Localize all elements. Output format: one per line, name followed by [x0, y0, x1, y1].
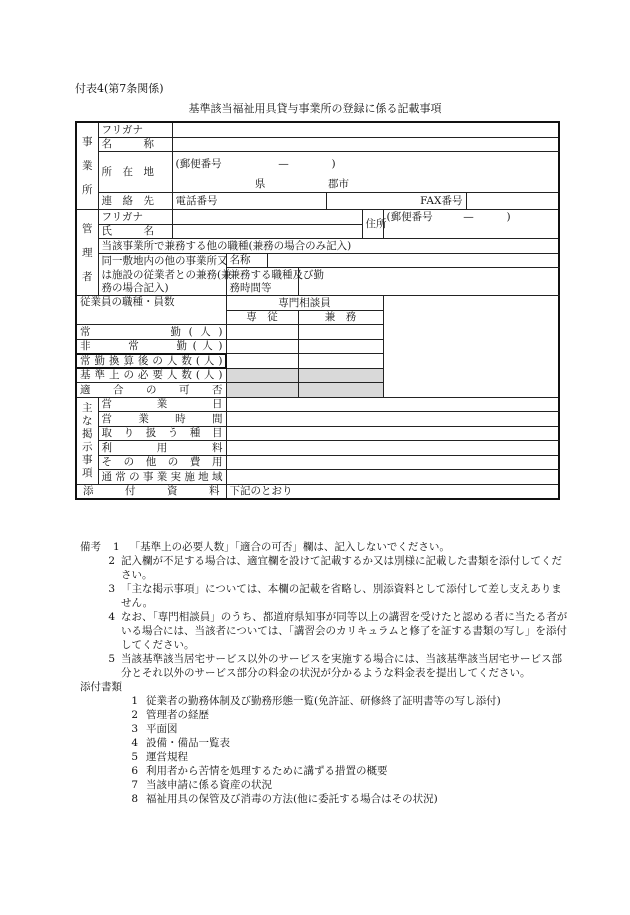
- note-item: 4 なお、「専門相談員」のうち、都道府県知事が同等以上の講習を受けたと認める者に当たる者がいる場合には、当該者については、「講習会のカリキュラムと修了を証する書類の写し」を添付してください。: [108, 611, 568, 651]
- attachment-item: 6 利用者から苦情を処理するために講ずる措置の概要: [131, 765, 388, 777]
- posting-service-area-field[interactable]: [226, 470, 559, 485]
- staff-row-parttime: 非 常 勤(人): [76, 339, 226, 354]
- attachments-title: 添付書類: [80, 681, 122, 693]
- attachment-item: 4 設備・備品一覧表: [131, 737, 230, 749]
- posting-other-fees-label: そ の 他 の 費 用: [98, 455, 226, 470]
- manager-address-field[interactable]: (郵便番号 — ): [383, 210, 559, 239]
- manager-name-label: 氏 名: [98, 224, 172, 239]
- note-item: 3 「主な掲示事項」については、本欄の記載を省略し、別添資料として添付して差し支えありません。: [108, 583, 562, 609]
- staff-parttime-full-field[interactable]: [226, 339, 298, 354]
- staff-fulltime-part-field[interactable]: [298, 325, 383, 340]
- office-fax-field[interactable]: [466, 193, 559, 210]
- office-furigana-label: フリガナ: [98, 122, 172, 137]
- attachment-item: 2 管理者の経歴: [131, 709, 209, 721]
- staff-conformity-part-field: [298, 383, 383, 398]
- postings-section-label: 主 な 掲 示 事 項: [76, 397, 98, 484]
- posting-business-hours-field[interactable]: [226, 412, 559, 427]
- office-fax-label: FAX番号: [326, 193, 466, 210]
- manager-site-name-field[interactable]: [267, 253, 559, 268]
- posting-business-hours-label: 営 業 時 間: [98, 412, 226, 427]
- attachment-item: 5 運営規程: [131, 751, 188, 763]
- attachment-label: 添 付 資 料: [76, 484, 226, 499]
- posting-business-days-label: 営 業 日: [98, 397, 226, 412]
- manager-section-label: 管 理 者: [76, 210, 98, 296]
- office-name-label: 名 称: [98, 137, 172, 152]
- manager-site-name-label: 名称: [226, 253, 267, 268]
- staff-full-header: 専 従: [226, 310, 298, 325]
- note-item: 5 当該基準該当居宅サービス以外のサービスを実施する場合には、当該基準該当居宅サービス部分とそれ以外のサービス部分の料金の状況が分かるような料金表を提出してください。: [108, 653, 562, 679]
- staff-parttime-part-field[interactable]: [298, 339, 383, 354]
- posting-item-types-field[interactable]: [226, 426, 559, 441]
- staff-required-part-field: [298, 368, 383, 383]
- posting-business-days-field[interactable]: [226, 397, 559, 412]
- manager-job-hours-label-2: 務時間等: [226, 282, 298, 296]
- staff-row-fulltime: 常 勤(人): [76, 325, 226, 340]
- staff-fte-part-field[interactable]: [298, 354, 383, 369]
- manager-same-site-label-1: 同一敷地内の他の事業所又: [98, 253, 226, 268]
- manager-name-field[interactable]: [172, 224, 362, 239]
- posting-item-types-label: 取 り 扱 う 種 目: [98, 426, 226, 441]
- registration-form-table: [75, 121, 560, 500]
- office-section-label: 事 業 所: [76, 122, 98, 210]
- staff-fte-full-field[interactable]: [226, 354, 298, 369]
- staff-header: 従業員の職種・員数: [76, 296, 172, 325]
- staff-specialist-header: 専門相談員: [226, 296, 383, 311]
- manager-furigana-label: フリガナ: [98, 210, 172, 225]
- office-address-label: 所 在 地: [98, 152, 172, 193]
- office-tel-field[interactable]: 電話番号: [172, 193, 326, 210]
- posting-fee-label: 利 用 料: [98, 441, 226, 456]
- staff-fulltime-full-field[interactable]: [226, 325, 298, 340]
- form-label: 付表4(第7条関係): [75, 82, 164, 95]
- office-name-field[interactable]: [172, 137, 559, 152]
- notes-head: 備考: [80, 541, 101, 553]
- manager-same-site-label-2: は施設の従業者との兼務(兼: [98, 268, 226, 282]
- office-contact-label: 連 絡 先: [98, 193, 172, 210]
- office-postal-field[interactable]: (郵便番号 — ): [172, 152, 559, 177]
- posting-fee-field[interactable]: [226, 441, 559, 456]
- manager-concurrent-label: 当該事業所で兼務する他の職種(兼務の場合のみ記入): [98, 239, 559, 254]
- manager-job-hours-label-1: 兼務する職種及び勤: [226, 268, 298, 282]
- form-title: 基準該当福祉用具貸与事業所の登録に係る記載事項: [188, 102, 442, 115]
- staff-row-fte: 常勤換算後の人数(人): [76, 354, 226, 369]
- note-item: 備考 1 「基準上の必要人数」「適合の可否」欄は、記入しないでください。: [80, 541, 450, 553]
- manager-address-label: 住所: [362, 210, 383, 239]
- posting-service-area-label: 通常の事業実施地域: [98, 470, 226, 485]
- staff-conformity-full-field: [226, 383, 298, 398]
- manager-job-hours-field[interactable]: [298, 268, 559, 296]
- posting-other-fees-field[interactable]: [226, 455, 559, 470]
- note-item: 2 記入欄が不足する場合は、適宜欄を設けて記載するか又は別様に記載した書類を添付してください。: [108, 555, 562, 581]
- staff-row-conformity: 適 合 の 可 否: [76, 383, 226, 398]
- attachment-item: 8 福祉用具の保管及び消毒の方法(他に委託する場合はその状況): [131, 793, 438, 805]
- staff-required-full-field: [226, 368, 298, 383]
- office-address-field[interactable]: 県 郡市: [172, 176, 559, 192]
- notes-section: [80, 540, 570, 806]
- staff-part-header: 兼 務: [298, 310, 383, 325]
- attachment-item: 1 従業者の勤務体制及び勤務形態一覧(免許証、研修終了証明書等の写し添付): [131, 695, 501, 707]
- manager-same-site-label-3: 務の場合記入): [98, 282, 226, 296]
- staff-row-required: 基準上の必要人数(人): [76, 368, 226, 383]
- manager-furigana-field[interactable]: [172, 210, 362, 225]
- attachment-item: 3 平面図: [131, 723, 178, 735]
- attachment-item: 7 当該申請に係る資産の状況: [131, 779, 272, 791]
- attachment-value: 下記のとおり: [226, 484, 559, 499]
- office-furigana-field[interactable]: [172, 122, 559, 137]
